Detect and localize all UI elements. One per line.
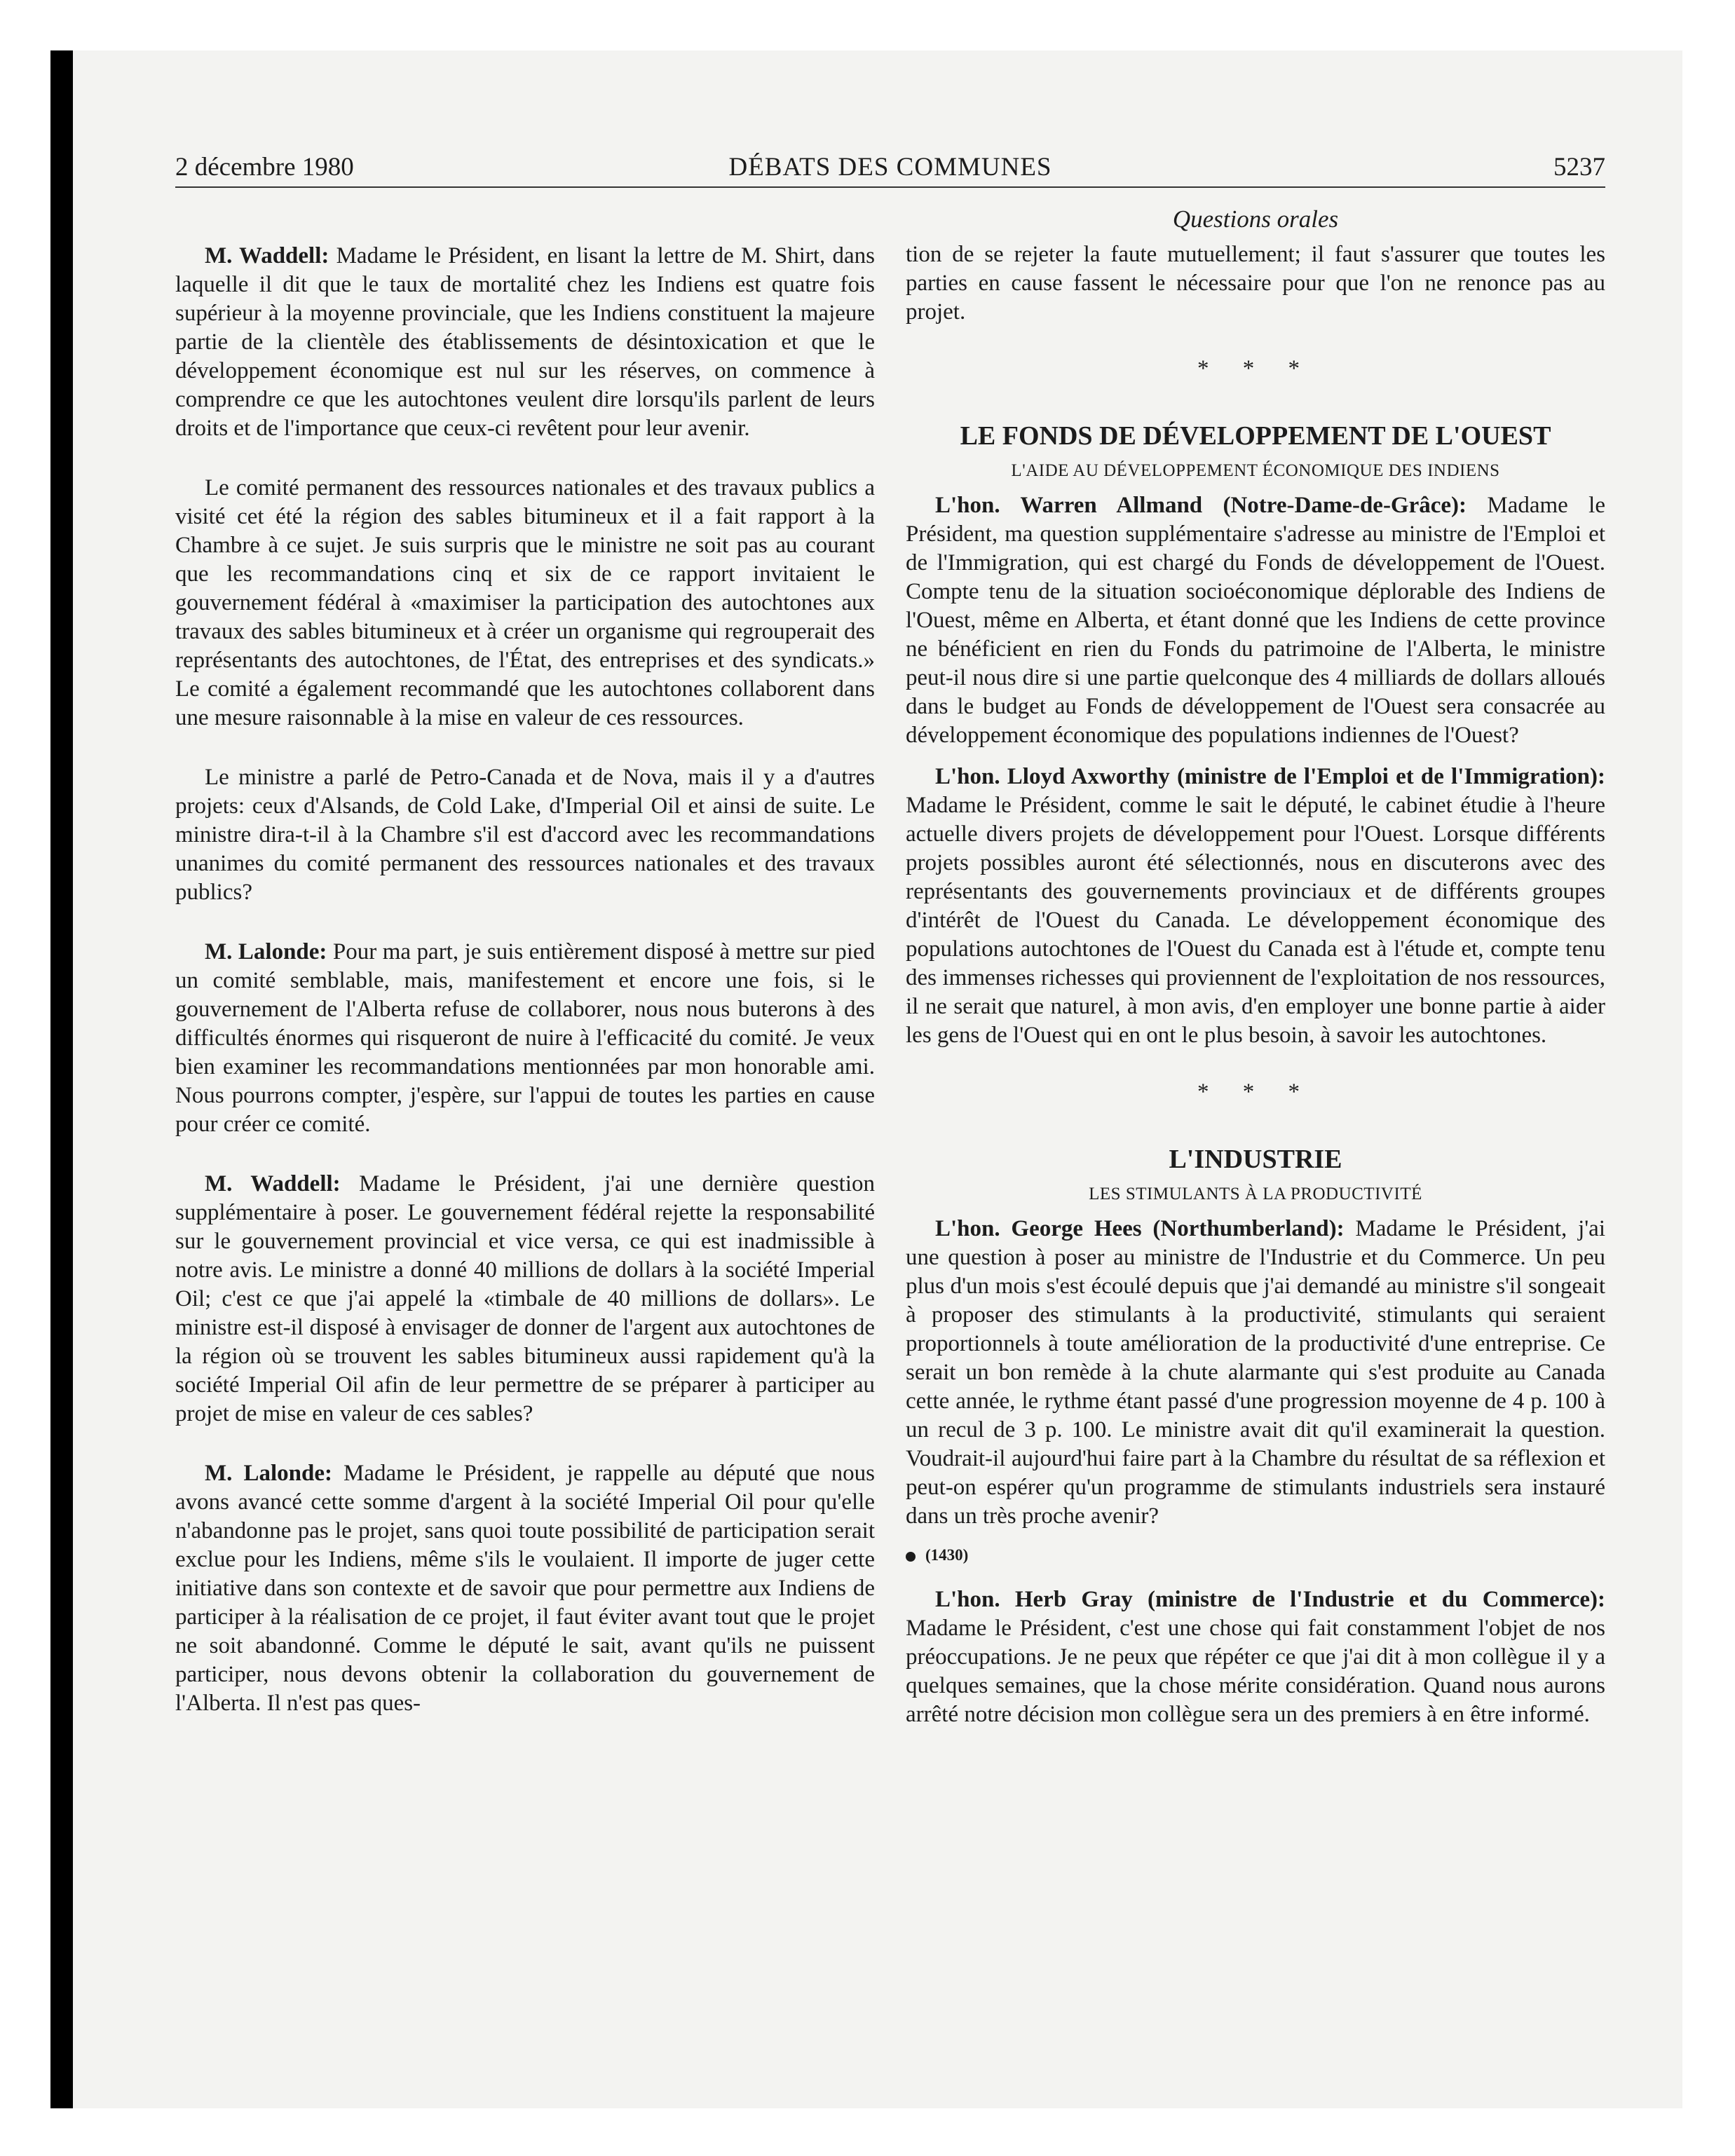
separator-stars: * * * — [1197, 356, 1314, 381]
speech-text: Pour ma part, je suis entièrement disposé à mettre sur pied un comité semblable, mais, manifestement et encore une fois, si le gouvernement de l'Alberta refuse de collaborer, nous nous buterons à des difficultés énormes qui risqueront de nuire à l'efficacité du comité. Je veux bien examiner les recommandations mentionnées par mon honorable ami. Nous pourrons compter, j'espère, sur l'appui de toutes les parties en cause pour créer ce comité. — [175, 939, 876, 1137]
paragraph — [175, 474, 875, 732]
section-heading: LE FONDS DE DÉVELOPPEMENT DE L'OUEST — [960, 421, 1551, 451]
speaker: L'hon. George Hees (Northumberland): — [935, 1216, 1345, 1241]
speaker: L'hon. Herb Gray (ministre de l'Industrie et du Commerce): — [935, 1587, 1605, 1612]
paragraph — [906, 491, 1605, 750]
bullet-icon — [906, 1552, 916, 1562]
paragraph — [906, 763, 1605, 1050]
speech-text: Madame le Président, c'est une chose qui fait constamment l'objet de nos préoccupations. Je ne peux que répéter ce que j'ai dit à mon collègue il y a quelques semaines, que la chose mérite considération. Quand nous aurons arrêté notre décision mon collègue sera un des premiers à en être informé. — [906, 1616, 1605, 1727]
header-page-number: 5237 — [1553, 153, 1605, 182]
scan-edge-bar — [50, 50, 73, 2108]
running-header — [175, 151, 1605, 184]
speech-text: Madame le Président, comme le sait le député, le cabinet étudie à l'heure actuelle divers projets de développement pour l'Ouest. Lorsque différents projets possibles auront été sélectionnés, nous en discuterons avec des représentants des gouvernements provinciaux et de différents groupes d'intérêt de l'Ouest du Canada. Le développement économique des populations autochtones de l'Ouest du Canada est à l'étude et, compte tenu des immenses richesses qui proviennent de l'exploitation de nos ressources, il ne serait que naturel, à mon avis, d'en employer une bonne partie à aider les gens de l'Ouest qui en ont le plus besoin, à savoir les autochtones. — [906, 793, 1605, 1048]
speech-text: Madame le Président, je rappelle au député que nous avons avancé cette somme d'argent à la société Imperial Oil pour qu'elle n'abandonne pas le projet, sans quoi toute possibilité de participation serait exclue pour les Indiens, même s'ils le voulaient. Il importe de juger cette initiative dans son contexte et de savoir que pour permettre aux Indiens de participer à la réalisation de ce projet, il faut éviter avant tout que le projet ne soit abandonné. Comme le député le sait, avant qu'ils ne puissent participer, nous devons obtenir la collaboration du gouvernement de l'Alberta. Il n'est pas ques- — [175, 1461, 876, 1716]
right-column — [906, 203, 1605, 1742]
left-column — [175, 242, 875, 1749]
time-marker — [906, 1543, 1605, 1567]
speaker: M. Lalonde: — [205, 1461, 332, 1486]
paragraph — [175, 763, 875, 907]
speech-text: Madame le Président, j'ai une dernière question supplémentaire à poser. Le gouvernement fédéral rejette la responsabilité sur le gouvernement provincial et vice versa, ce qui est inadmissible à notre avis. Le ministre a donné 40 millions de dollars à la société Imperial Oil; c'est ce que j'ai appelé la «timbale de 40 millions de dollars». Le ministre est-il disposé à envisager de donner de l'argent aux autochtones de la région où se trouvent les sables bitumineux aussi rapidement qu'à la société Imperial Oil afin de leur permettre de se préparer à participer au projet de mise en valeur de ces sables? — [175, 1171, 875, 1426]
paragraph — [175, 1170, 875, 1428]
paragraph — [906, 1215, 1605, 1531]
paragraph — [175, 242, 875, 443]
speech-text: Madame le Président, en lisant la lettre de M. Shirt, dans laquelle il dit que le taux de mortalité chez les Indiens est quatre fois supérieur à la moyenne provinciale, que les Indiens constituent la majeure partie de la clientèle des établissements de désintoxication et que le développement économique est nul sur les réserves, on commence à comprendre ce que les autochtones veulent dire lorsqu'ils parlent de leurs droits et de l'importance que ceux-ci revêtent pour leur avenir. — [175, 243, 875, 441]
separator-stars: * * * — [1197, 1079, 1314, 1105]
time-marker-text: (1430) — [925, 1546, 969, 1564]
speech-text: Madame le Président, ma question supplémentaire s'adresse au ministre de l'Emploi et de l'Immigration, qui est chargé du Fonds de développement de l'Ouest. Compte tenu de la situation socioéconomique déplorable des Indiens de l'Ouest, même en Alberta, et étant donné que les Indiens de cette province ne bénéficient en rien du Fonds du patrimoine de l'Alberta, le ministre peut-il nous dire si une partie quelconque des 4 milliards de dollars alloués dans le budget au Fonds de développement de l'Ouest sera consacrée au développement économique des populations indiennes de l'Ouest? — [906, 493, 1605, 748]
speech-text: Madame le Président, j'ai une question à poser au ministre de l'Industrie et du Commerce. Un peu plus d'un mois s'est écoulé depuis que j'ai demandé au ministre s'il songeait à proposer des stimulants à la productivité, stimulants qui seraient proportionnels à toute amélioration de la productivité d'une entreprise. Ce serait un bon remède à la chute alarmante qui s'est produite au Canada cette année, le rythme étant passé d'une progression moyenne de 4 p. 100 à un recul de 3 p. 100. Le ministre avait dit qu'il examinerait la question. Voudrait-il aujourd'hui faire part à la Chambre du résultat de sa réflexion et peut-on espérer qu'un programme de stimulants industriels sera instauré dans un très proche avenir? — [906, 1216, 1606, 1529]
header-date: 2 décembre 1980 — [175, 153, 354, 182]
speech-text: Le comité permanent des ressources nationales et des travaux publics a visité cet été la région des sables bitumineux et il a fait rapport à la Chambre à ce sujet. Je suis surpris que le ministre ne soit pas au courant que les recommandations cinq et six de ce rapport invitaient le gouvernement fédéral à «maximiser la participation des autochtones aux travaux des sables bitumineux et à créer un organisme qui regrouperait des représentants des autochtones, de l'État, des entreprises et des syndicats.» Le comité a également recommandé que les autochtones collaborent dans une mesure raisonnable à la mise en valeur de ces ressources. — [175, 475, 875, 730]
section-subheading: L'AIDE AU DÉVELOPPEMENT ÉCONOMIQUE DES INDIENS — [1011, 461, 1500, 480]
section-subheading: LES STIMULANTS À LA PRODUCTIVITÉ — [1089, 1185, 1422, 1203]
section-label: Questions orales — [1172, 205, 1339, 233]
speaker: L'hon. Lloyd Axworthy (ministre de l'Emploi et de l'Immigration): — [935, 764, 1605, 789]
header-journal-title: DÉBATS DES COMMUNES — [728, 153, 1052, 182]
section-heading: L'INDUSTRIE — [1169, 1145, 1342, 1174]
speech-text: Le ministre a parlé de Petro-Canada et de Nova, mais il y a d'autres projets: ceux d'Alsands, de Cold Lake, d'Imperial Oil et ainsi de suite. Le ministre dira-t-il à la Chambre s'il est d'accord avec les recommandations unanimes du comité permanent des ressources nationales et des travaux publics? — [175, 765, 875, 905]
speaker: M. Waddell: — [205, 243, 329, 268]
paragraph — [175, 938, 875, 1139]
speaker: L'hon. Warren Allmand (Notre-Dame-de-Grâce): — [935, 493, 1467, 518]
header-rule — [175, 186, 1605, 188]
paragraph — [906, 1585, 1605, 1729]
speaker: M. Waddell: — [205, 1171, 341, 1196]
speaker: M. Lalonde: — [205, 939, 327, 964]
continuation-paragraph: tion de se rejeter la faute mutuellement; il faut s'assurer que toutes les parties en cause fassent le nécessaire pour que l'on ne renonce pas au projet. — [906, 242, 1605, 325]
paragraph — [175, 1459, 875, 1718]
